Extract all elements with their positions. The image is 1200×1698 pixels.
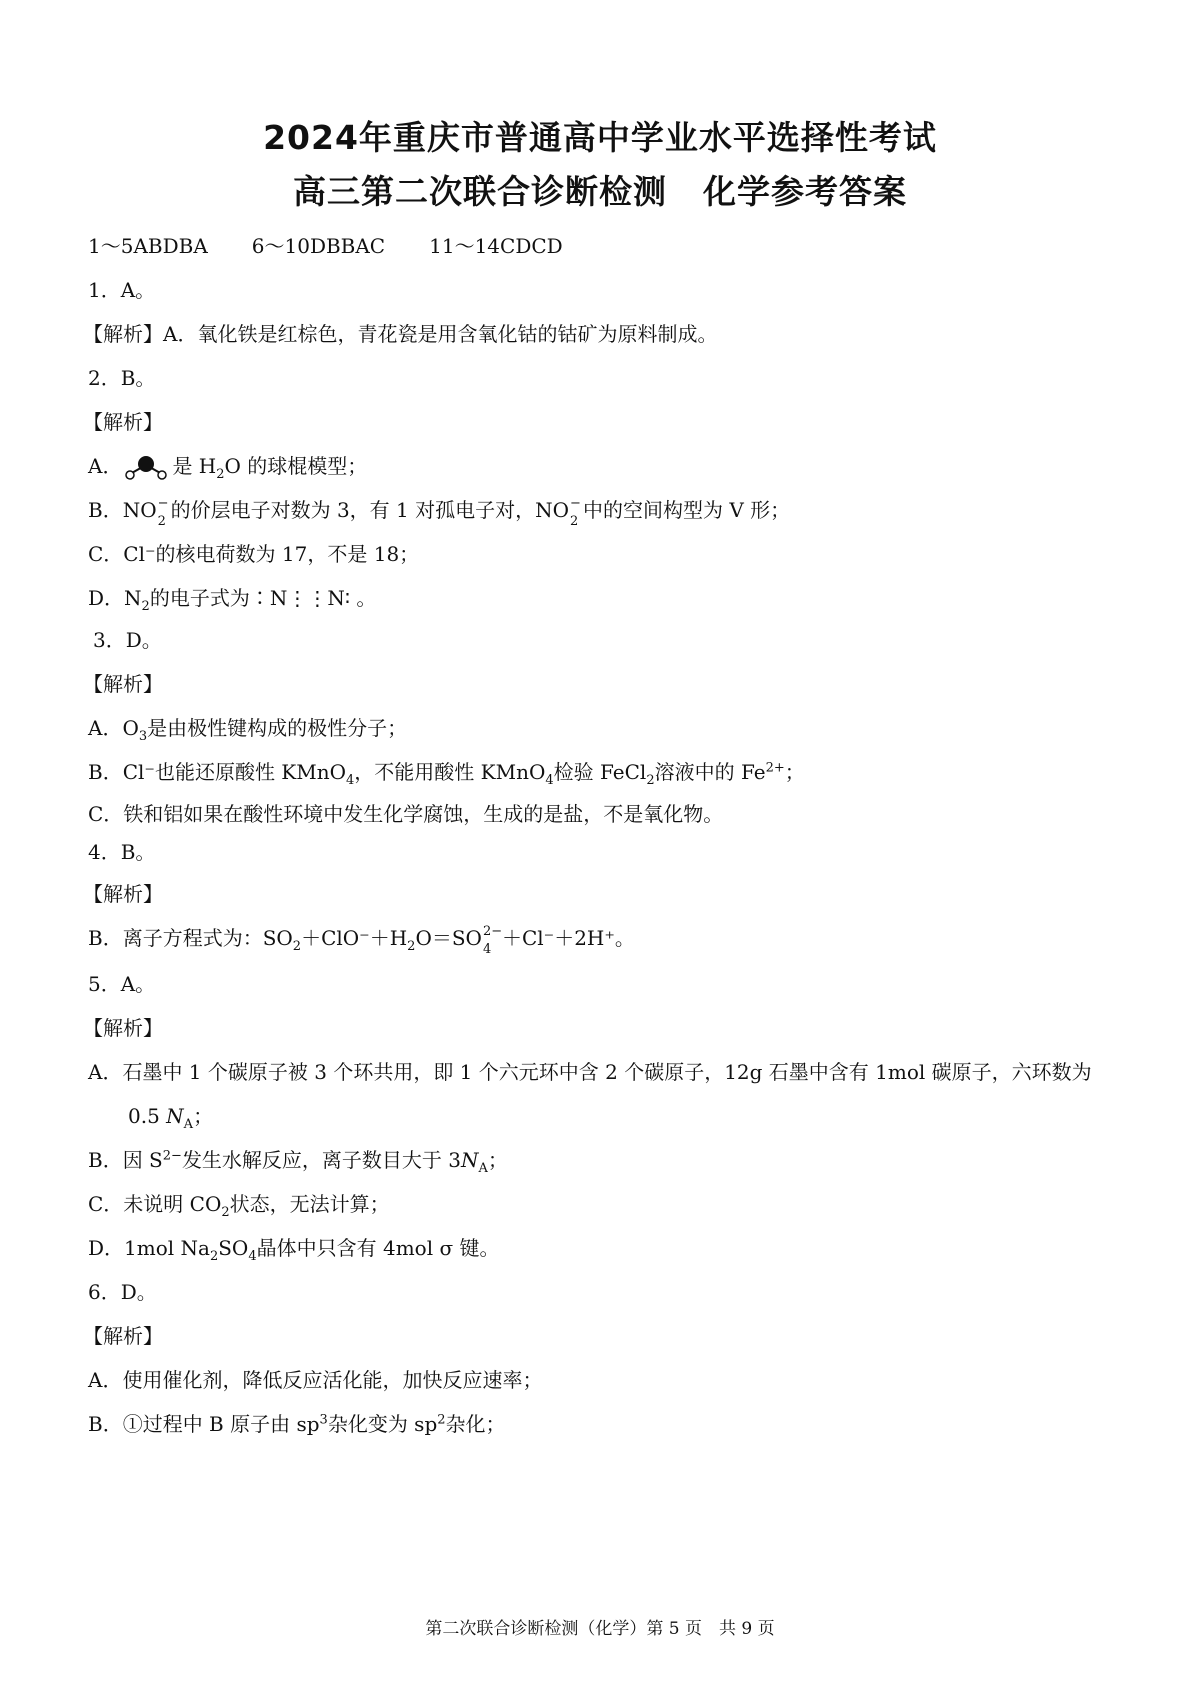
answer-group-2: 6～10DBBAC (251, 234, 386, 258)
q2-explanation-label: 【解析】 (83, 410, 163, 434)
title-part-exam: 高三第二次联合诊断检测 (293, 172, 667, 211)
document-title-line2 (0, 166, 1200, 213)
document-title-line1: 2024年重庆市普通高中学业水平选择性考试 (263, 118, 937, 157)
title-part-subject: 化学参考答案 (703, 172, 907, 211)
q5-option-b: B．因 $S^{2-}$发生水解反应，离子数目大于 $3N_A$； (88, 1148, 508, 1176)
q6-option-b: B．①过程中 B 原子由 $sp^3$杂化变为 $sp^2$杂化； (88, 1412, 506, 1436)
q6-explanation-label: 【解析】 (83, 1324, 163, 1348)
option-prefix: A． (88, 454, 123, 478)
q3-option-b: B．Cl⁻也能还原酸性 KMnO$_4$，不能用酸性 KMnO$_4$检验 FeCl$_2$溶液中的 $Fe^{2+}$； (88, 760, 805, 788)
answer-key (88, 232, 563, 260)
q4-explanation-label: 【解析】 (83, 882, 163, 906)
q3-option-a: A．$O_3$是由极性键构成的极性分子； (88, 716, 408, 744)
q3-explanation-label: 【解析】 (83, 672, 163, 696)
q5-option-c: C．未说明 $CO_2$状态，无法计算； (88, 1192, 390, 1220)
q2-option-d: D．$N_2$的电子式为∶N⋮⋮N∶ 。 (88, 586, 377, 614)
q2-option-b: B．NO − 2 的价层电子对数为 3，有 1 对孤电子对，NO − 2 中的空间构型为 V 形； (88, 495, 791, 529)
q1-answer: 1．A。 (88, 278, 156, 302)
answer-group-1: 1～5ABDBA (88, 234, 208, 258)
page-footer: 第二次联合诊断检测（化学）第 5 页 共 9 页 (425, 1619, 775, 1639)
q2-option-c: C．Cl⁻的核电荷数为 17，不是 18； (88, 542, 420, 566)
q5-explanation-label: 【解析】 (83, 1016, 163, 1040)
q2-option-a: A． 是 $H_2O$ 的球棍模型； (88, 454, 368, 482)
water-ball-stick-model-icon (124, 455, 168, 481)
q2-answer: 2．B。 (88, 366, 156, 390)
q6-answer: 6．D。 (88, 1280, 157, 1304)
q5-option-d: D．1mol $Na_2SO_4$晶体中只含有 4mol σ 键。 (88, 1236, 500, 1264)
q4-answer: 4．B。 (88, 840, 156, 864)
q4-option-b: B．离子方程式为：$SO_2+ClO^-+H_2O=SO$ 2− 4 ＋Cl⁻＋2H⁺。 (88, 923, 635, 957)
q3-option-c: C．铁和铝如果在酸性环境中发生化学腐蚀，生成的是盐，不是氧化物。 (88, 802, 724, 826)
q6-option-a: A．使用催化剂，降低反应活化能，加快反应速率； (88, 1368, 543, 1392)
q5-option-a-continued: 0.5 $N_A$； (128, 1104, 214, 1132)
q5-option-a: A．石墨中 1 个碳原子被 3 个环共用，即 1 个六元环中含 2 个碳原子，12g 石墨中含有 1mol 碳原子，六环数为 (88, 1060, 1092, 1084)
q1-explanation: 【解析】A．氧化铁是红棕色，青花瓷是用含氧化钴的钴矿为原料制成。 (83, 322, 718, 346)
q3-answer: 3．D。 (93, 628, 162, 652)
q5-answer: 5．A。 (88, 972, 156, 996)
answer-group-3: 11～14CDCD (429, 234, 563, 258)
